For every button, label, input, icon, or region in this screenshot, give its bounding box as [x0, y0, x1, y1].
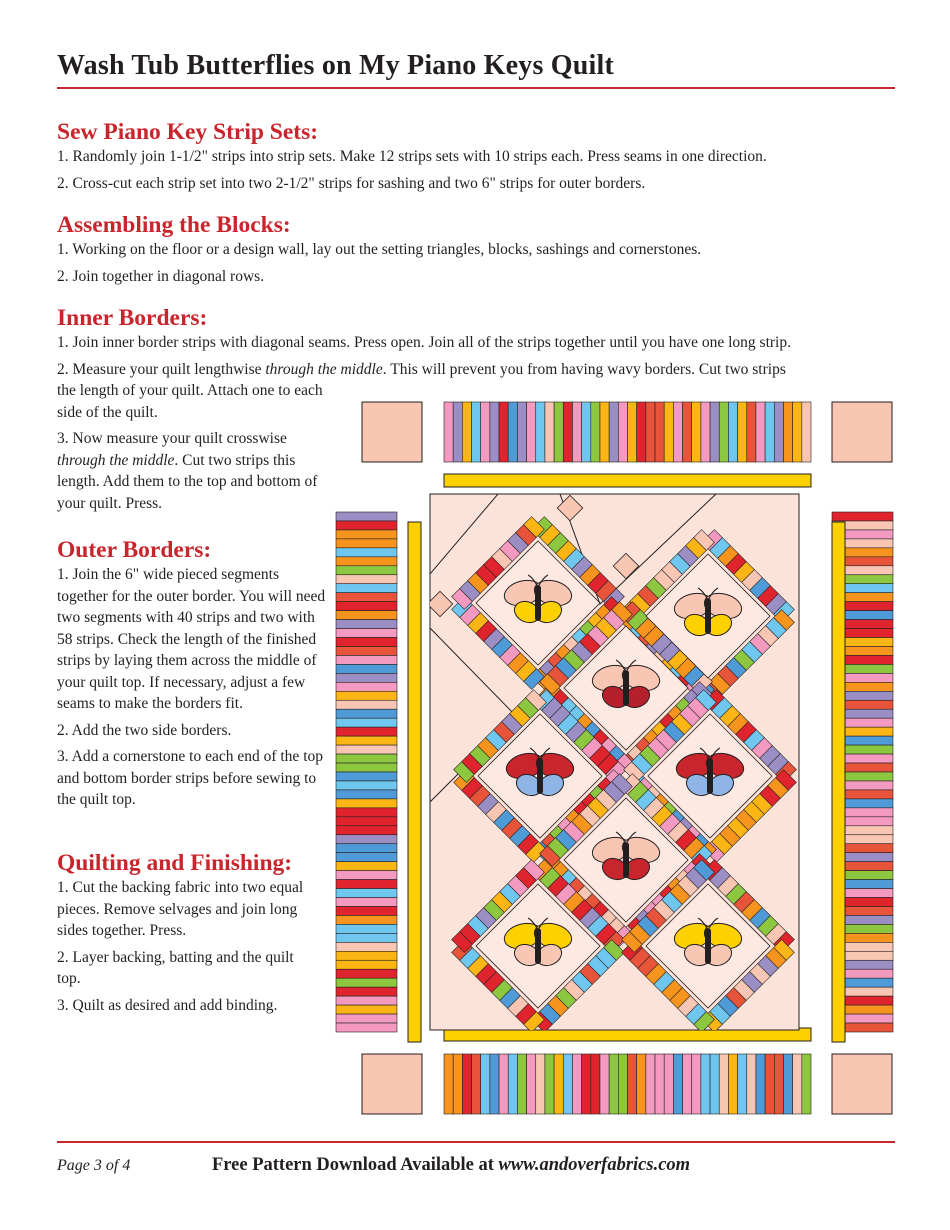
section-outer-borders — [57, 536, 332, 816]
cornerstone — [362, 402, 422, 462]
outer-border-left — [336, 512, 397, 1032]
step-text: 2. Layer backing, batting and the quilt top. — [57, 948, 294, 987]
section-heading: Quilting and Finishing: — [57, 850, 293, 876]
page-number: Page 3 of 4 — [57, 1157, 131, 1174]
section-sew — [57, 118, 917, 199]
cornerstone — [832, 402, 892, 462]
section-heading: Inner Borders: — [57, 305, 208, 331]
step-text: 1. Cut the backing fabric into two equal pieces. Remove selvages and join long sides together. Press. — [57, 879, 304, 939]
step-text: 3. Add a cornerstone to each end of the top and bottom border strips before sewing to the quilt top. — [57, 748, 323, 808]
step-text: 2. Measure your quilt lengthwise through the middle. This will prevent you from having wavy borders. Cut two strips — [57, 360, 786, 378]
footer-rule — [57, 1141, 895, 1143]
section-heading: Sew Piano Key Strip Sets: — [57, 119, 319, 145]
section-heading: Assembling the Blocks: — [57, 212, 291, 238]
step-text: 2. Add the two side borders. — [57, 721, 232, 739]
center-art — [427, 494, 796, 1032]
quilt-diagram — [330, 398, 900, 1120]
inner-border-left — [408, 522, 421, 1042]
section-quilting — [57, 849, 317, 1021]
section-heading: Outer Borders: — [57, 537, 212, 563]
step-text: 2. Join together in diagonal rows. — [57, 267, 265, 285]
inner-border-right — [832, 522, 845, 1042]
inner-border-top — [444, 474, 811, 487]
section-assembling — [57, 211, 917, 292]
step-text: 1. Working on the floor or a design wall, lay out the setting triangles, blocks, sashings and cornerstones. — [57, 241, 702, 258]
footer-download: Free Pattern Download Available at www.andoverfabrics.com — [212, 1155, 691, 1175]
step-text: 1. Join inner border strips with diagonal seams. Press open. Join all of the strips together until you have one long strip. — [57, 334, 791, 351]
header-rule — [57, 87, 895, 89]
outer-border-top — [444, 402, 811, 462]
cornerstone — [832, 1054, 892, 1114]
outer-border-bottom — [444, 1054, 811, 1114]
step-text: 1. Join the 6" wide pieced segments together for the outer border. You will need two segments with 40 strips and two with 58 strips. Check the length of the finished strips by laying them across the middle of your quilt top. If necessary, adjust a few seams to make the borders fit. — [57, 566, 326, 712]
footer-url[interactable]: www.andoverfabrics.com — [498, 1155, 691, 1175]
step-text: 3. Now measure your quilt crosswise through the middle. Cut two strips this length. Add them to the top and bottom of your quilt. Press. — [57, 430, 318, 512]
step-text: the length of your quilt. Attach one to each side of the quilt. — [57, 382, 323, 421]
step-text: 2. Cross-cut each strip set into two 2-1/2" strips for sashing and two 6" strips for outer borders. — [57, 174, 646, 192]
step-text: 1. Randomly join 1-1/2" strips into strip sets. Make 12 strips sets with 10 strips each. Press seams in one direction. — [57, 148, 767, 165]
cornerstone — [362, 1054, 422, 1114]
step-text: 3. Quilt as desired and add binding. — [57, 996, 278, 1014]
page-title: Wash Tub Butterflies on My Piano Keys Quilt — [57, 50, 615, 81]
